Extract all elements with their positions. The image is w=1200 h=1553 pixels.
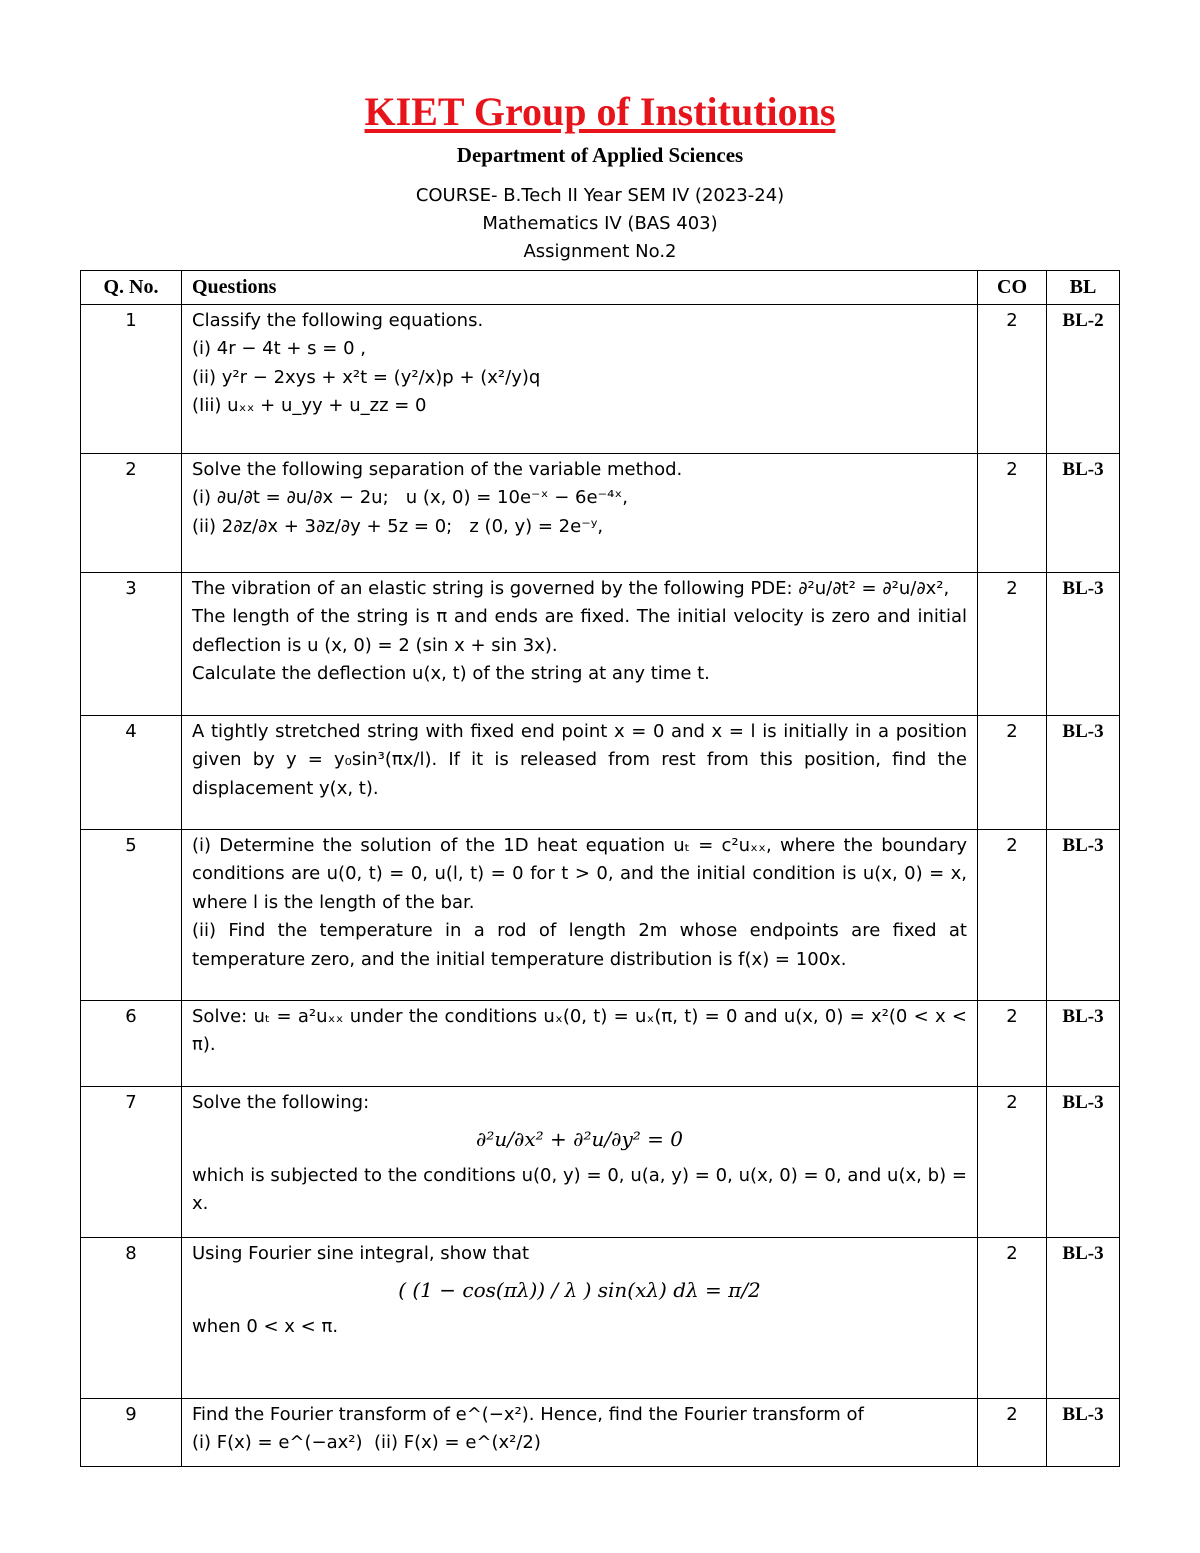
table-row [81, 1237, 1120, 1398]
bloom-level: BL-3 [1047, 1398, 1120, 1466]
table-row [81, 715, 1120, 829]
question-line: Calculate the deflection u(x, t) of the string at any time t. [192, 663, 710, 684]
question-number: 2 [81, 453, 182, 572]
question-number: 8 [81, 1237, 182, 1398]
question-line: (ii) 2∂z/∂x + 3∂z/∂y + 5z = 0; z (0, y) = 2e⁻ʸ, [192, 515, 604, 537]
question-line: Solve: uₜ = a²uₓₓ under the conditions uₓ(0, t) = uₓ(π, t) = 0 and u(x, 0) = x²(0 < x < π). [192, 1005, 973, 1055]
course-outcome: 2 [978, 715, 1047, 829]
display-equation: ( (1 − cos(πλ)) / λ ) sin(xλ) dλ = π/2 [398, 1278, 761, 1302]
question-line: which is subjected to the conditions u(0, y) = 0, u(a, y) = 0, u(x, 0) = 0, and u(x, b) = x. [192, 1164, 973, 1214]
course-outcome: 2 [978, 1237, 1047, 1398]
question-number: 3 [81, 572, 182, 715]
table-row [81, 1086, 1120, 1237]
table-row [81, 572, 1120, 715]
question-number: 9 [81, 1398, 182, 1466]
question-text [182, 1237, 978, 1398]
course-outcome: 2 [978, 453, 1047, 572]
assignment-line: Assignment No.2 [523, 241, 677, 262]
question-line: Find the Fourier transform of e^(−x²). Hence, find the Fourier transform of [192, 1403, 864, 1425]
table-row [81, 453, 1120, 572]
question-text [182, 572, 978, 715]
course-outcome: 2 [978, 1000, 1047, 1086]
table-header-row [81, 271, 1120, 305]
question-line: (i) F(x) = e^(−ax²) (ii) F(x) = e^(x²/2) [192, 1432, 541, 1453]
bloom-level: BL-3 [1047, 1086, 1120, 1237]
display-equation: ∂²u/∂x² + ∂²u/∂y² = 0 [476, 1127, 683, 1151]
question-number: 4 [81, 715, 182, 829]
table-row [81, 1000, 1120, 1086]
question-line: A tightly stretched string with fixed end point x = 0 and x = l is initially in a position given by y = y₀sin³(πx/l). If it is released from rest from this position, find the displacement y(x, t). [192, 720, 973, 799]
question-text [182, 1086, 978, 1237]
question-text [182, 304, 978, 453]
col-header-bl: BL [1047, 271, 1120, 305]
question-line: (i) 4r − 4t + s = 0 , [192, 338, 366, 359]
question-line: (ii) Find the temperature in a rod of length 2m whose endpoints are fixed at temperature zero, and the initial temperature distribution is f(x) = 100x. [192, 920, 973, 970]
question-line: Solve the following: [192, 1091, 370, 1113]
course-line: COURSE- B.Tech II Year SEM IV (2023-24) [415, 185, 785, 206]
col-header-questions: Questions [182, 271, 978, 305]
question-line: The vibration of an elastic string is governed by the following PDE: ∂²u/∂t² = ∂²u/∂x², [192, 577, 950, 599]
question-line: (Iii) uₓₓ + u_yy + u_zz = 0 [192, 395, 427, 416]
bloom-level: BL-3 [1047, 453, 1120, 572]
question-number: 5 [81, 829, 182, 1000]
question-number: 6 [81, 1000, 182, 1086]
question-text [182, 1398, 978, 1466]
questions-table [80, 270, 1120, 1467]
bloom-level: BL-3 [1047, 715, 1120, 829]
course-outcome: 2 [978, 1086, 1047, 1237]
question-line: Solve the following separation of the variable method. [192, 458, 683, 480]
table-row [81, 829, 1120, 1000]
question-line: (i) ∂u/∂t = ∂u/∂x − 2u; u (x, 0) = 10e⁻ˣ − 6e⁻⁴ˣ, [192, 487, 628, 508]
bloom-level: BL-2 [1047, 304, 1120, 453]
question-line: The length of the string is π and ends are fixed. The initial velocity is zero and initial deflection is u (x, 0) = 2 (sin x + sin 3x). [192, 606, 973, 656]
question-line: Classify the following equations. [192, 309, 484, 331]
question-line: Using Fourier sine integral, show that [192, 1242, 530, 1264]
question-line: (i) Determine the solution of the 1D heat equation uₜ = c²uₓₓ, where the boundary conditions are u(0, t) = 0, u(l, t) = 0 for t > 0, and the initial condition is u(x, 0) = x, where l is the length of the bar. [192, 834, 973, 913]
question-text [182, 453, 978, 572]
question-text [182, 1000, 978, 1086]
col-header-qno: Q. No. [81, 271, 182, 305]
department-heading: Department of Applied Sciences [456, 143, 744, 167]
col-header-co: CO [978, 271, 1047, 305]
bloom-level: BL-3 [1047, 1237, 1120, 1398]
course-outcome: 2 [978, 304, 1047, 453]
course-outcome: 2 [978, 1398, 1047, 1466]
question-text [182, 715, 978, 829]
subject-line: Mathematics IV (BAS 403) [482, 213, 718, 234]
question-line: when 0 < x < π. [192, 1315, 339, 1337]
table-row [81, 1398, 1120, 1466]
course-outcome: 2 [978, 829, 1047, 1000]
page-title: KIET Group of Institutions [364, 89, 836, 134]
question-number: 7 [81, 1086, 182, 1237]
bloom-level: BL-3 [1047, 572, 1120, 715]
bloom-level: BL-3 [1047, 829, 1120, 1000]
course-outcome: 2 [978, 572, 1047, 715]
bloom-level: BL-3 [1047, 1000, 1120, 1086]
question-line: (ii) y²r − 2xys + x²t = (y²/x)p + (x²/y)q [192, 366, 541, 388]
table-row [81, 304, 1120, 453]
question-number: 1 [81, 304, 182, 453]
question-text [182, 829, 978, 1000]
